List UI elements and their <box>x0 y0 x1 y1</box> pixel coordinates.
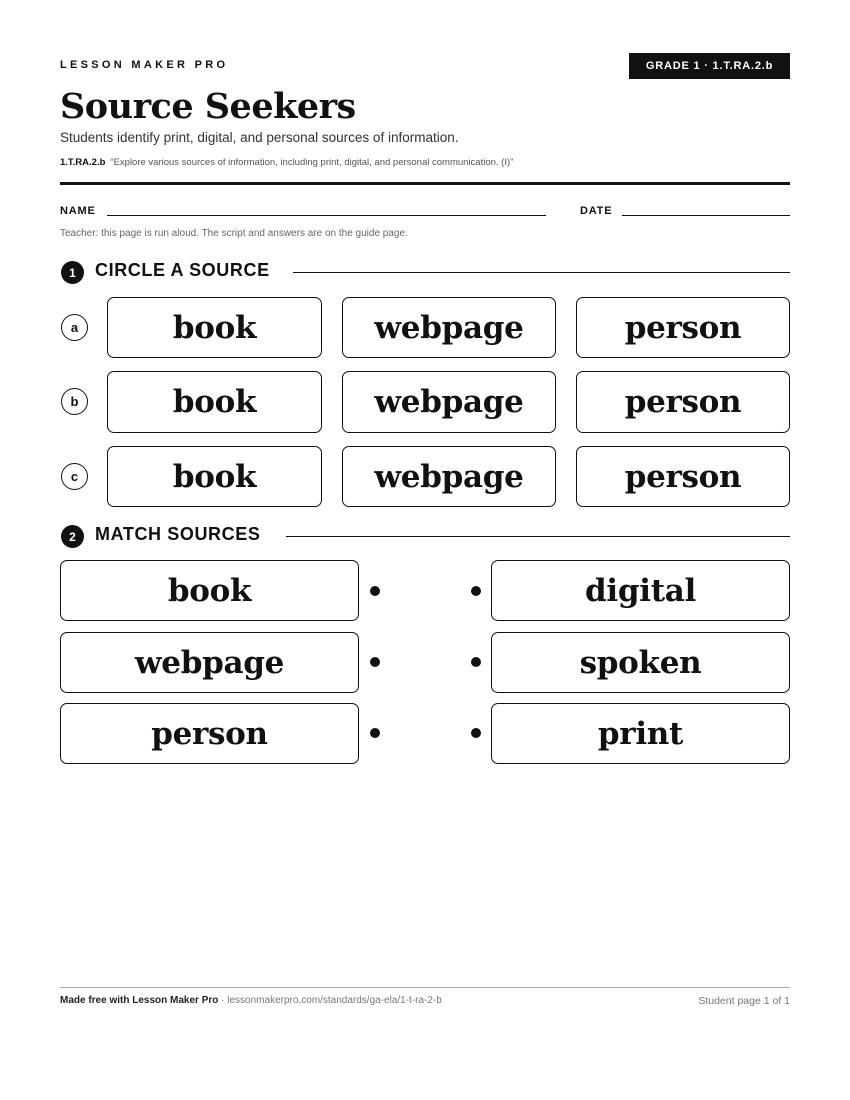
grade-badge: GRADE 1 · 1.T.RA.2.b <box>629 53 790 79</box>
match-dot-left-2[interactable] <box>370 657 380 667</box>
row-letter-c: c <box>61 463 88 490</box>
row-letter-a: a <box>61 314 88 341</box>
match-left-book[interactable]: book <box>60 560 359 621</box>
footer-divider <box>60 987 790 988</box>
standard-code: 1.T.RA.2.b <box>60 157 106 168</box>
match-right-print[interactable]: print <box>491 703 790 764</box>
match-left-person[interactable]: person <box>60 703 359 764</box>
circle-option-b-book[interactable]: book <box>107 371 322 433</box>
section-2-rule <box>286 536 790 537</box>
match-dot-right-2[interactable] <box>471 657 481 667</box>
name-label: NAME <box>60 205 96 217</box>
section-1-title: CIRCLE A SOURCE <box>95 260 270 280</box>
standard-text: “Explore various sources of information, including print, digital, and personal communication. (I)” <box>110 157 514 168</box>
match-dot-left-3[interactable] <box>370 728 380 738</box>
date-label: DATE <box>580 205 613 217</box>
date-line[interactable] <box>622 215 790 216</box>
section-1-rule <box>293 272 790 273</box>
teacher-note: Teacher: this page is run aloud. The script and answers are on the guide page. <box>60 228 408 239</box>
circle-option-a-book[interactable]: book <box>107 297 322 358</box>
circle-option-c-person[interactable]: person <box>576 446 790 507</box>
match-right-spoken[interactable]: spoken <box>491 632 790 693</box>
circle-option-b-webpage[interactable]: webpage <box>342 371 556 433</box>
name-line[interactable] <box>107 215 546 216</box>
worksheet-title: Source Seekers <box>60 86 356 127</box>
row-letter-b: b <box>61 388 88 415</box>
circle-option-c-book[interactable]: book <box>107 446 322 507</box>
footer-url[interactable]: · lessonmakerpro.com/standards/ga-ela/1-t-ra-2-b <box>218 995 442 1006</box>
footer-made-with: Made free with Lesson Maker Pro <box>60 995 219 1006</box>
match-dot-right-3[interactable] <box>471 728 481 738</box>
worksheet-subtitle: Students identify print, digital, and personal sources of information. <box>60 130 459 145</box>
section-2-number: 2 <box>61 525 84 548</box>
circle-option-a-person[interactable]: person <box>576 297 790 358</box>
header-divider <box>60 182 790 185</box>
circle-option-c-webpage[interactable]: webpage <box>342 446 556 507</box>
section-1-number: 1 <box>61 261 84 284</box>
match-dot-left-1[interactable] <box>370 586 380 596</box>
match-right-digital[interactable]: digital <box>491 560 790 621</box>
brand-wordmark: LESSON MAKER PRO <box>60 59 229 71</box>
standard-line <box>60 157 513 168</box>
footer-credit <box>60 995 442 1006</box>
footer-page-number: Student page 1 of 1 <box>698 995 790 1007</box>
circle-option-b-person[interactable]: person <box>576 371 790 433</box>
match-left-webpage[interactable]: webpage <box>60 632 359 693</box>
match-dot-right-1[interactable] <box>471 586 481 596</box>
section-2-title: MATCH SOURCES <box>95 524 261 544</box>
circle-option-a-webpage[interactable]: webpage <box>342 297 556 358</box>
